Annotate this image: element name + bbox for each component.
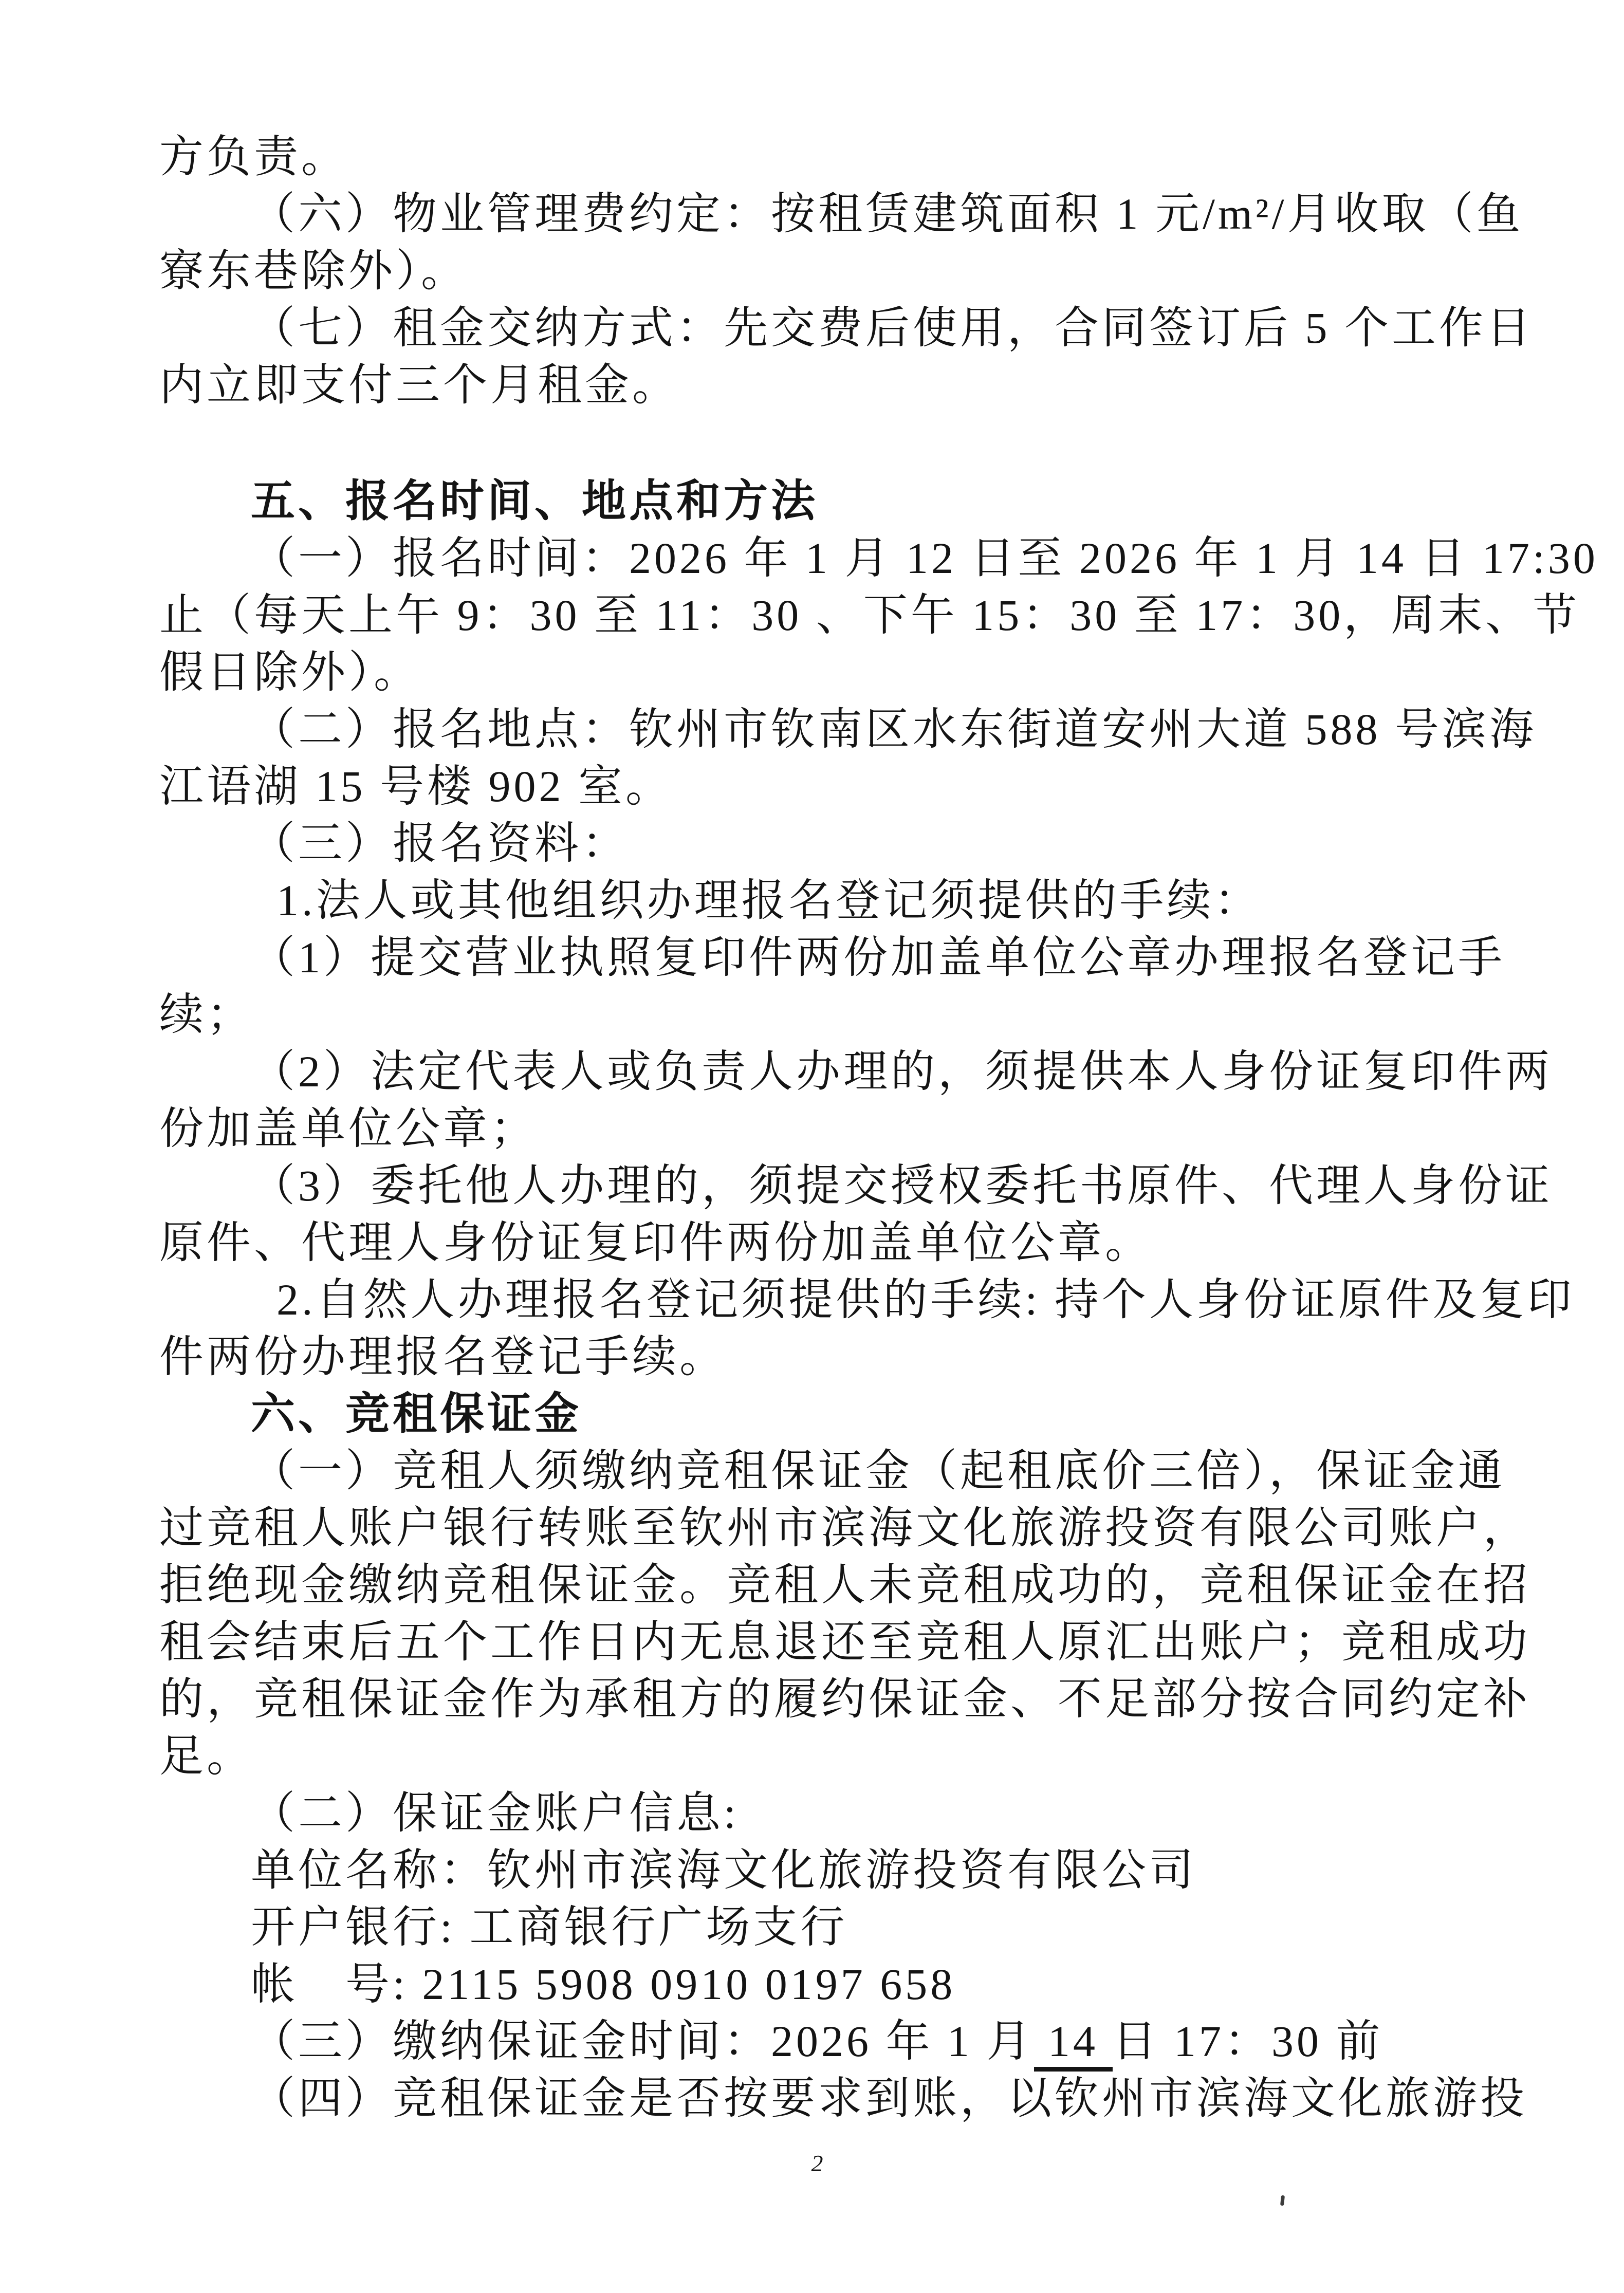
text-segment: 原件、代理人身份证复印件两份加盖单位公章。	[159, 1218, 1152, 1267]
text-line	[159, 243, 1475, 300]
text-line	[159, 1671, 1530, 1728]
text-segment: （一）报名时间：2026 年 1 月 12 日至 2026 年 1 月 14 日 17:30	[251, 533, 1598, 583]
text-segment: 过竞租人账户银行转账至钦州市滨海文化旅游投资有限公司账户，	[159, 1503, 1530, 1552]
text-segment: 江语湖 15 号楼 902 室。	[159, 762, 673, 811]
section-heading	[159, 1385, 1475, 1443]
text-segment: 2.自然人办理报名登记须提供的手续: 持个人身份证原件及复印	[276, 1275, 1575, 1324]
text-line	[159, 1100, 1475, 1157]
text-line	[159, 815, 1475, 872]
text-segment: （四）竞租保证金是否按要求到账，以钦州市滨海文化旅游投	[251, 2074, 1527, 2123]
text-segment: （2）法定代表人或负责人办理的，须提供本人身份证复印件两	[251, 1047, 1553, 1096]
text-segment: （二）保证金账户信息:	[251, 1788, 739, 1838]
text-segment: 内立即支付三个月租金。	[159, 360, 679, 410]
text-line	[159, 872, 1475, 929]
text-line	[159, 1956, 1475, 2013]
text-line	[159, 2070, 1527, 2127]
text-line	[159, 587, 1580, 644]
text-line	[159, 1899, 1475, 1956]
text-line	[159, 1214, 1475, 1271]
text-segment: （三）缴纳保证金时间：2026 年 1 月	[251, 2017, 1034, 2066]
text-line	[159, 1842, 1475, 1899]
text-line	[159, 1443, 1505, 1500]
text-line	[159, 300, 1534, 357]
text-segment: 足。	[159, 1731, 254, 1781]
text-segment: （二）报名地点：钦州市钦南区水东街道安州大道 588 号滨海	[251, 705, 1537, 754]
text-line	[159, 1271, 1575, 1328]
text-segment: 六、竞租保证金	[251, 1389, 582, 1438]
underlined-date: 14	[1034, 2017, 1113, 2072]
text-line	[159, 1785, 1475, 1842]
text-line	[159, 644, 1475, 701]
text-line	[159, 1500, 1530, 1557]
text-line	[159, 986, 1475, 1043]
text-segment: 续；	[159, 990, 254, 1039]
text-line	[159, 128, 1475, 186]
text-line	[159, 1728, 1475, 1785]
text-segment: 租会结束后五个工作日内无息退还至竞租人原汇出账户；竞租成功	[159, 1617, 1530, 1667]
text-line	[159, 530, 1598, 587]
text-line	[159, 186, 1524, 243]
text-segment: 五、报名时间、地点和方法	[251, 476, 818, 526]
text-segment: 日 17：30 前	[1112, 2017, 1383, 2066]
scan-speck-mark	[1280, 2195, 1285, 2206]
text-segment: 假日除外）。	[159, 648, 421, 697]
text-segment: （1）提交营业执照复印件两份加盖单位公章办理报名登记手	[251, 933, 1505, 982]
text-segment: 方负责。	[159, 132, 348, 181]
text-segment: （三）报名资料：	[251, 819, 629, 868]
text-line	[159, 1614, 1530, 1671]
text-line	[159, 758, 1475, 815]
document-body	[159, 128, 1598, 2127]
page-number: 2	[811, 2150, 823, 2176]
text-segment: 1.法人或其他组织办理报名登记须提供的手续：	[276, 876, 1262, 925]
text-segment: 件两份办理报名登记手续。	[159, 1332, 727, 1381]
text-segment: 开户银行: 工商银行广场支行	[251, 1902, 848, 1952]
text-segment: 份加盖单位公章；	[159, 1104, 538, 1153]
text-line	[159, 1043, 1553, 1100]
text-line	[159, 2013, 1475, 2070]
text-segment: 拒绝现金缴纳竞租保证金。竞租人未竞租成功的，竞租保证金在招	[159, 1560, 1530, 1610]
text-segment: 的，竞租保证金作为承租方的履约保证金、不足部分按合同约定补	[159, 1674, 1530, 1724]
section-heading	[159, 473, 1475, 530]
text-line	[159, 357, 1475, 414]
text-line	[159, 929, 1505, 986]
text-line	[159, 1557, 1530, 1614]
text-line	[159, 1157, 1553, 1214]
text-line	[159, 1328, 1475, 1385]
text-line	[159, 701, 1537, 758]
text-segment: （3）委托他人办理的，须提交授权委托书原件、代理人身份证	[251, 1161, 1553, 1210]
text-segment: （六）物业管理费约定：按租赁建筑面积 1 元/m²/月收取（鱼	[251, 189, 1524, 238]
text-segment: 单位名称：钦州市滨海文化旅游投资有限公司	[251, 1845, 1196, 1895]
text-segment: （一）竞租人须缴纳竞租保证金（起租底价三倍），保证金通	[251, 1446, 1505, 1495]
text-segment: 帐 号: 2115 5908 0910 0197 658	[251, 1959, 956, 2009]
text-segment: 寮东巷除外）。	[159, 246, 468, 295]
text-segment: 止（每天上午 9：30 至 11：30 、下午 15：30 至 17：30，周末、节	[159, 590, 1580, 640]
text-segment: （七）租金交纳方式：先交费后使用，合同签订后 5 个工作日	[251, 303, 1534, 353]
